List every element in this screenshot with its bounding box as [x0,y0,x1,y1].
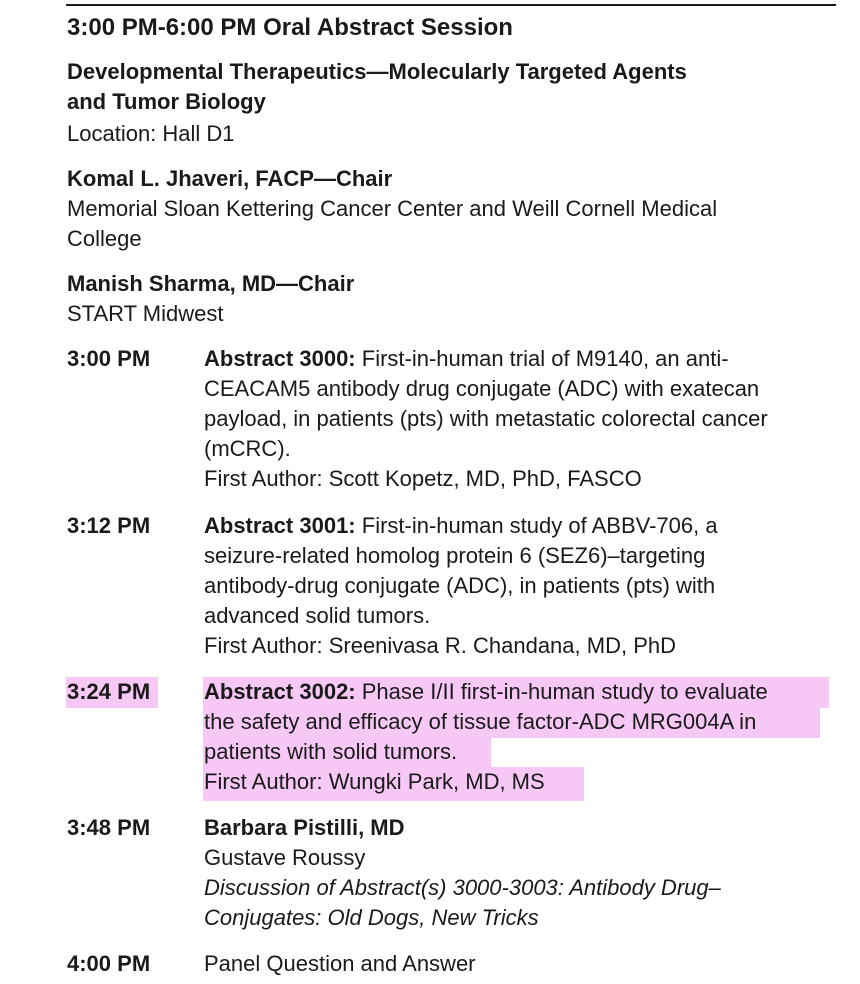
abstract-label: Abstract 3001: [204,513,356,538]
chair-affiliation-1 [67,194,837,254]
chair-name-2: Manish Sharma, MD—Chair [67,271,355,296]
session-location: Location: Hall D1 [67,121,235,146]
abstract-title-line: First-in-human trial of M9140, an anti- [355,346,729,371]
first-author: First Author: Scott Kopetz, MD, PhD, FASCO [204,466,642,491]
discussant-name: Barbara Pistilli, MD [204,815,405,840]
schedule-time: 3:48 PM [67,815,151,840]
abstract-title-line: First-in-human study of ABBV-706, a [355,513,718,538]
track-title [67,57,837,117]
abstract-label: Abstract 3000: [204,346,356,371]
abstract-title-line: (mCRC). [204,436,291,461]
schedule-entry-discussion [204,813,837,933]
abstract-title-line: CEACAM5 antibody drug conjugate (ADC) with exatecan [204,376,760,401]
abstract-title-line: patients with solid tumors. [204,739,458,764]
track-title-line-2: and Tumor Biology [67,89,266,114]
first-author: First Author: Wungki Park, MD, MS [204,769,545,794]
schedule-time: 3:12 PM [67,513,151,538]
schedule-time: 3:00 PM [67,346,151,371]
abstract-label: Abstract 3002: [204,679,356,704]
track-title-line-1: Developmental Therapeutics—Molecularly Targeted Agents [67,59,687,84]
abstract-title-line: Phase I/II first-in-human study to evaluate [355,679,768,704]
abstract-title-line: payload, in patients (pts) with metastatic colorectal cancer [204,406,768,431]
schedule-entry-abstract-3002 [204,677,837,797]
schedule-entry-abstract-3001 [204,511,837,661]
top-rule [66,4,836,6]
chair-affiliation-1-line-1: Memorial Sloan Kettering Cancer Center and Weill Cornell Medical [67,196,718,221]
schedule-time: 4:00 PM [67,951,151,976]
discussant-affiliation: Gustave Roussy [204,845,366,870]
abstract-title-line: seizure-related homolog protein 6 (SEZ6)–targeting [204,543,706,568]
schedule-entry-abstract-3000 [204,344,837,494]
discussion-title-line-2: Conjugates: Old Dogs, New Tricks [204,905,539,930]
discussion-title-line-1: Discussion of Abstract(s) 3000-3003: Antibody Drug– [204,875,721,900]
chair-affiliation-1-line-2: College [67,226,142,251]
abstract-title-line: the safety and efficacy of tissue factor-ADC MRG004A in [204,709,757,734]
session-title: 3:00 PM-6:00 PM Oral Abstract Session [67,14,513,41]
chair-affiliation-2: START Midwest [67,301,224,326]
first-author: First Author: Sreenivasa R. Chandana, MD, PhD [204,633,676,658]
abstract-title-line: advanced solid tumors. [204,603,431,628]
schedule-time: 3:24 PM [67,679,151,704]
schedule-entry-panel: Panel Question and Answer [204,951,476,976]
abstract-title-line: antibody-drug conjugate (ADC), in patients (pts) with [204,573,716,598]
chair-name-1: Komal L. Jhaveri, FACP—Chair [67,166,393,191]
